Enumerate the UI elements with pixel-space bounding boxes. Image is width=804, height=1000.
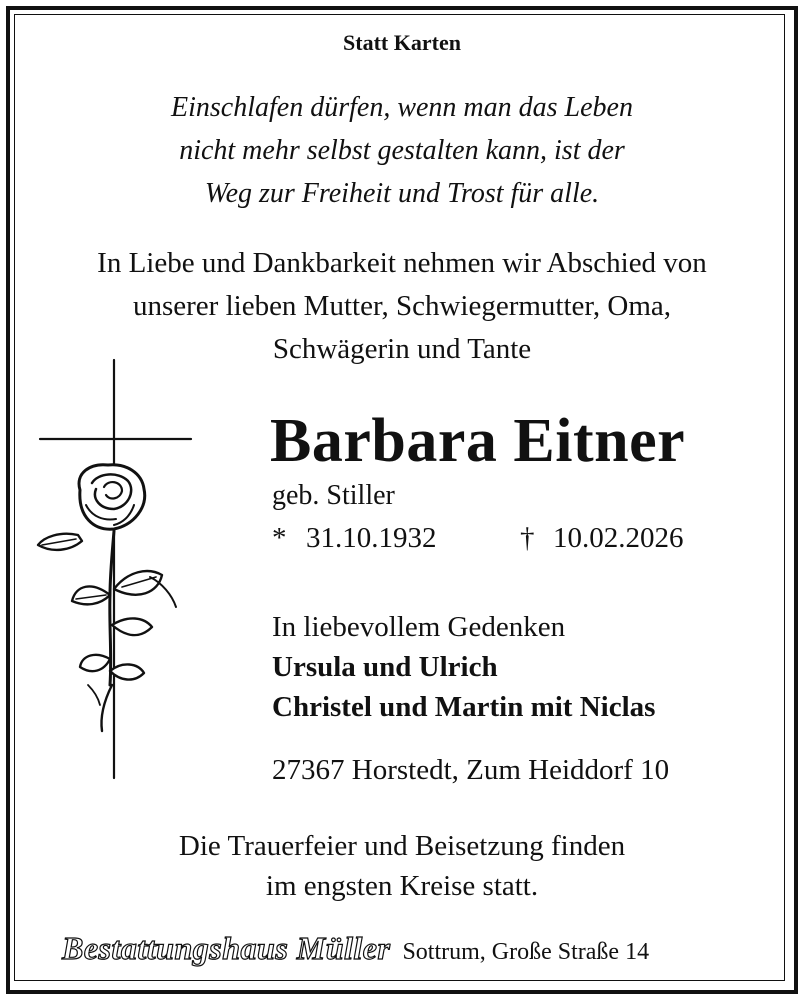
mourners-block bbox=[272, 607, 655, 727]
quote bbox=[0, 86, 804, 215]
mourner-name: Christel und Martin mit Niclas bbox=[272, 691, 656, 723]
funeral-home-footer bbox=[62, 930, 649, 967]
mourners-lead: In liebevollem Gedenken bbox=[272, 611, 566, 643]
cross-with-rose-icon bbox=[30, 355, 200, 785]
mourner-name: Ursula und Ulrich bbox=[272, 651, 498, 683]
quote-line: Weg zur Freiheit und Trost für alle. bbox=[204, 178, 600, 209]
funeral-home-address: Sottrum, Große Straße 14 bbox=[402, 939, 650, 965]
birth-symbol: * bbox=[272, 522, 287, 554]
intro-line: In Liebe und Dankbarkeit nehmen wir Abschied von bbox=[97, 247, 707, 279]
death-symbol: † bbox=[520, 522, 535, 554]
funeral-home-name: Bestattungshaus Müller bbox=[62, 930, 391, 966]
death-date: 10.02.2026 bbox=[553, 522, 684, 554]
intro-line: unserer lieben Mutter, Schwiegermutter, Oma, bbox=[132, 290, 672, 322]
closing-text bbox=[0, 826, 804, 906]
birth-date: 31.10.1932 bbox=[306, 522, 437, 554]
quote-line: Einschlafen dürfen, wenn man das Leben bbox=[171, 92, 633, 123]
deceased-name: Barbara Eitner bbox=[270, 407, 686, 475]
closing-line: Die Trauerfeier und Beisetzung finden bbox=[178, 830, 626, 862]
intro-text bbox=[0, 242, 804, 371]
family-address: 27367 Horstedt, Zum Heiddorf 10 bbox=[272, 754, 670, 786]
maiden-name: geb. Stiller bbox=[272, 480, 395, 511]
header-statt-karten: Statt Karten bbox=[343, 30, 461, 55]
quote-line: nicht mehr selbst gestalten kann, ist der bbox=[179, 135, 625, 166]
closing-line: im engsten Kreise statt. bbox=[265, 870, 539, 902]
intro-line: Schwägerin und Tante bbox=[272, 333, 532, 365]
